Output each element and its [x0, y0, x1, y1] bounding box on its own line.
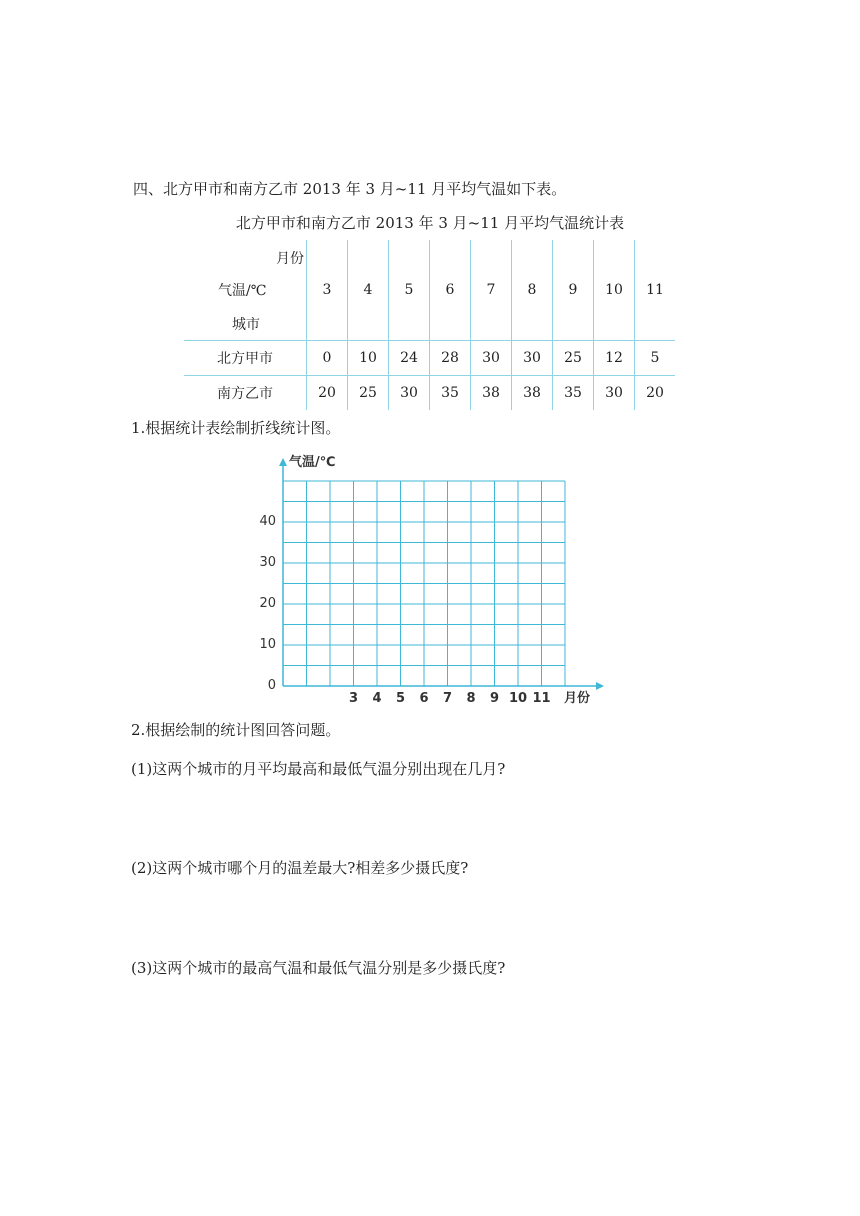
x-tick-label: 7: [442, 691, 453, 706]
corner-temp-label: 气温/℃: [218, 283, 267, 299]
y-tick-label: 0: [267, 678, 276, 693]
x-tick-label: 10: [508, 691, 528, 706]
y-tick-label: 40: [259, 514, 276, 529]
y-tick-label: 20: [259, 596, 276, 611]
temp-cell: 28: [430, 341, 471, 376]
table-row: [184, 341, 675, 376]
month-header: 3: [307, 240, 348, 341]
corner-city-label: 城市: [232, 317, 260, 333]
month-header: 9: [553, 240, 594, 341]
month-header: 8: [512, 240, 553, 341]
temperature-table: [184, 240, 675, 410]
table-header-row: [184, 240, 675, 341]
y-tick-label: 30: [259, 555, 276, 570]
x-tick-label: 9: [489, 691, 500, 706]
question-1-text: 1.根据统计表绘制折线统计图。: [131, 419, 341, 437]
sub-question-3: (3)这两个城市的最高气温和最低气温分别是多少摄氏度?: [131, 959, 506, 977]
table-title: 北方甲市和南方乙市 2013 年 3 月~11 月平均气温统计表: [235, 214, 625, 232]
city-label: 南方乙市: [217, 386, 273, 402]
sub-question-1: (1)这两个城市的月平均最高和最低气温分别出现在几月?: [131, 760, 506, 778]
temp-cell: 5: [635, 341, 676, 376]
month-header: 5: [389, 240, 430, 341]
temp-cell: 30: [512, 341, 553, 376]
month-header: 7: [471, 240, 512, 341]
corner-month-label: 月份: [276, 251, 304, 267]
month-header: 10: [594, 240, 635, 341]
y-axis-label: 气温/℃: [289, 455, 336, 470]
blank-line-chart-grid: [250, 450, 610, 710]
temp-cell: 38: [471, 376, 512, 411]
temp-cell: 30: [471, 341, 512, 376]
temp-cell: 25: [348, 376, 389, 411]
y-tick-label: 10: [259, 637, 276, 652]
temp-cell: 30: [389, 376, 430, 411]
x-tick-label: 4: [372, 691, 382, 706]
y-axis-arrow: [279, 458, 287, 466]
temp-cell: 25: [553, 341, 594, 376]
temp-cell: 12: [594, 341, 635, 376]
question-2-text: 2.根据绘制的统计图回答问题。: [131, 721, 341, 739]
temp-cell: 20: [307, 376, 348, 411]
sub-question-2: (2)这两个城市哪个月的温差最大?相差多少摄氏度?: [131, 859, 469, 877]
table-row: [184, 376, 675, 411]
table-corner-cell: [184, 240, 307, 341]
month-header: 6: [430, 240, 471, 341]
x-tick-label: 3: [348, 691, 359, 706]
temp-cell: 35: [430, 376, 471, 411]
question-title: 四、北方甲市和南方乙市 2013 年 3 月~11 月平均气温如下表。: [133, 180, 567, 198]
x-tick-label: 5: [395, 691, 406, 706]
temp-cell: 35: [553, 376, 594, 411]
city-label: 北方甲市: [184, 341, 307, 376]
temp-cell: 20: [635, 376, 676, 411]
x-tick-label: 8: [466, 691, 476, 706]
temp-cell: 38: [512, 376, 553, 411]
x-axis-arrow: [596, 682, 604, 690]
temp-cell: 30: [594, 376, 635, 411]
x-tick-label: 6: [419, 691, 429, 706]
temp-cell: 24: [389, 341, 430, 376]
month-header: 11: [635, 240, 676, 341]
temp-cell: 10: [348, 341, 389, 376]
month-header: 4: [348, 240, 389, 341]
temp-cell: 0: [307, 341, 348, 376]
x-axis-label: 月份: [564, 691, 591, 706]
x-tick-label: 11: [532, 691, 551, 706]
